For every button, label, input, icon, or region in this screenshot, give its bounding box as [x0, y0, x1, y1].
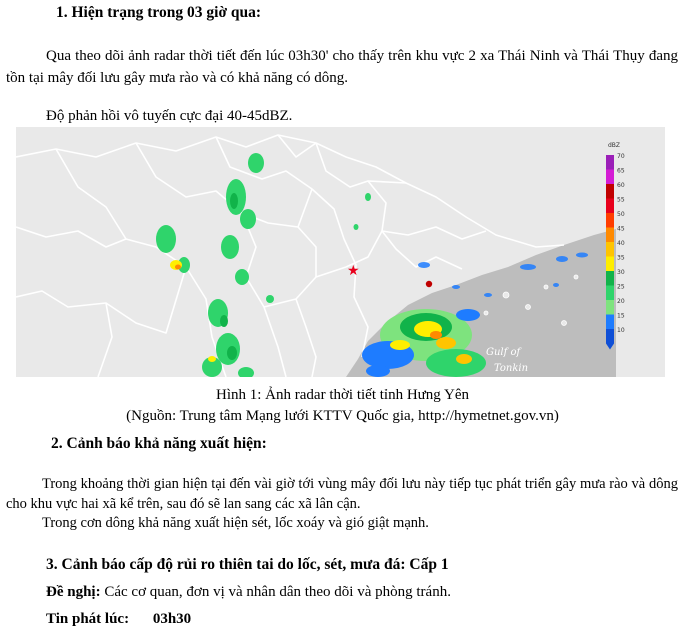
- radar-image: [16, 127, 665, 377]
- colorbar-tick-label: 60: [617, 182, 625, 189]
- colorbar-segment: [606, 184, 614, 199]
- colorbar-segment: [606, 242, 614, 257]
- gulf-label-line1: Gulf of: [486, 347, 521, 358]
- station-star-marker: ★: [347, 263, 360, 279]
- colorbar-segment: [606, 329, 614, 344]
- section2-paragraph2: Trong cơn dông khả năng xuất hiện sét, lốc xoáy và gió giật mạnh.: [42, 515, 429, 531]
- colorbar-tick-label: 50: [617, 211, 625, 218]
- colorbar-segment: [606, 155, 614, 170]
- colorbar-segment: [606, 170, 614, 185]
- colorbar-tick-label: 25: [617, 283, 625, 291]
- colorbar-tick-label: 15: [617, 312, 625, 320]
- colorbar-tick-label: 65: [617, 167, 625, 175]
- recommendation: [46, 584, 451, 601]
- section2-paragraph1: Trong khoảng thời gian hiện tại đến vài giờ tới vùng mây đối lưu này tiếp tục phát triển gây mưa rào và dông cho khu vực hai xã kể trên, sau đó sẽ lan sang các xã lân cận.: [6, 476, 678, 512]
- colorbar-tick-label: 10: [617, 327, 625, 334]
- radar-site-marker: [426, 281, 432, 287]
- recommend-label: Đề nghị:: [46, 584, 101, 600]
- colorbar-segment: [606, 271, 614, 286]
- colorbar-tick-label: 20: [617, 298, 625, 305]
- colorbar-segment: [606, 257, 614, 272]
- figure-source: (Nguồn: Trung tâm Mạng lưới KTTV Quốc gia, http://hymetnet.gov.vn): [126, 408, 559, 424]
- gulf-label-line2: Tonkin: [494, 363, 529, 374]
- section3-heading: 3. Cảnh báo cấp độ rủi ro thiên tai do lốc, sét, mưa đá: Cấp 1: [46, 556, 449, 573]
- colorbar-tick-label: 55: [617, 196, 625, 204]
- colorbar-segment: [606, 213, 614, 228]
- colorbar-tick-label: 70: [617, 153, 625, 160]
- section1-heading: 1. Hiện trạng trong 03 giờ qua:: [56, 4, 262, 21]
- colorbar-tick-label: 35: [617, 254, 625, 262]
- colorbar-segment: [606, 228, 614, 243]
- colorbar-segment: [606, 300, 614, 315]
- colorbar-segment: [606, 315, 614, 330]
- section1-reflectivity: Độ phản hồi vô tuyến cực đại 40-45dBZ.: [46, 108, 293, 124]
- issued-label: Tin phát lúc:: [46, 611, 130, 627]
- colorbar-tick-label: 45: [617, 225, 625, 233]
- colorbar-unit: dBZ: [608, 142, 621, 149]
- issued-line: [46, 611, 191, 628]
- recommend-text: Các cơ quan, đơn vị và nhân dân theo dõi và phòng tránh.: [100, 584, 451, 600]
- issued-time: 03h30: [152, 611, 192, 627]
- section2-heading: 2. Cảnh báo khả năng xuất hiện:: [51, 435, 267, 452]
- colorbar-tick-label: 30: [617, 269, 625, 276]
- figure-caption: Hình 1: Ảnh radar thời tiết tỉnh Hưng Yên: [216, 387, 469, 403]
- colorbar-segment: [606, 199, 614, 214]
- section1-paragraph: Qua theo dõi ảnh radar thời tiết đến lúc 03h30' cho thấy trên khu vực 2 xa Thái Ninh và Thái Thụy đang tồn tại mây đối lưu gây mưa rào và có khả năng có dông.: [6, 48, 678, 86]
- colorbar-segment: [606, 286, 614, 301]
- colorbar-tick-label: 40: [617, 240, 625, 247]
- radar-map: [16, 127, 665, 377]
